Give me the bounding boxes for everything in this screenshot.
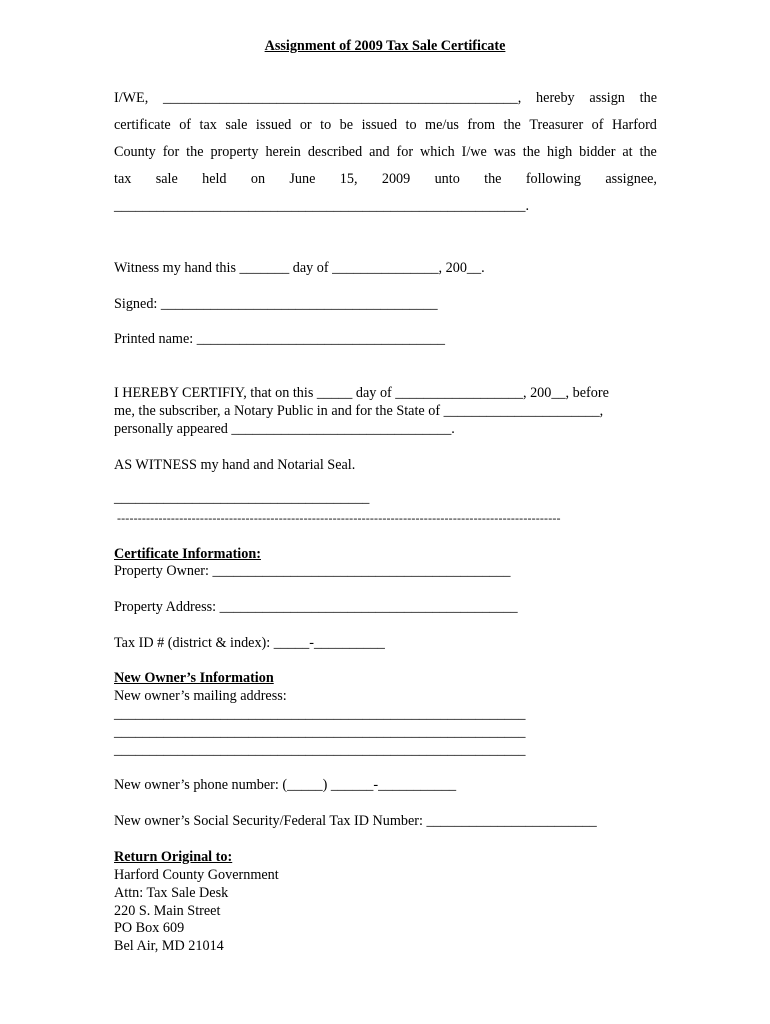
- witness-line[interactable]: Witness my hand this _______ day of _______________, 200__.: [114, 260, 485, 276]
- assignment-line-4: [114, 170, 657, 188]
- word: herein: [265, 144, 301, 160]
- notarial-seal-text: AS WITNESS my hand and Notarial Seal.: [114, 457, 356, 473]
- certificate-info-heading: Certificate Information:: [114, 546, 261, 562]
- notary-signature-line[interactable]: ____________________________________: [114, 490, 370, 506]
- word: the: [639, 90, 657, 106]
- phone-number-field[interactable]: New owner’s phone number: (_____) ______-___________: [114, 777, 457, 793]
- word: bidder: [579, 144, 616, 160]
- word: and: [369, 144, 390, 160]
- return-heading: Return Original to:: [114, 849, 233, 865]
- word: from: [467, 117, 496, 133]
- word: following: [525, 171, 581, 187]
- assignment-line-2: [114, 116, 657, 134]
- word: the: [639, 144, 657, 160]
- word: certificate: [114, 117, 171, 133]
- notary-line-2[interactable]: me, the subscriber, a Notary Public in and for the State of ______________________,: [114, 403, 604, 419]
- word: issued: [361, 117, 398, 133]
- assignee-line[interactable]: __________________________________________________________.: [114, 198, 529, 214]
- signed-line[interactable]: Signed: _______________________________________: [114, 296, 438, 312]
- word: assignee,: [605, 171, 657, 187]
- return-address-line-3: 220 S. Main Street: [114, 903, 221, 919]
- word[interactable]: __________________________________________________,: [163, 90, 522, 106]
- word: on: [250, 171, 266, 187]
- word: me/us: [425, 117, 459, 133]
- separator-line: -----------------------------------------------------------------------------------------------------------: [117, 511, 561, 525]
- mailing-address-line-2[interactable]: __________________________________________________________: [114, 724, 526, 740]
- word: sale: [155, 171, 178, 187]
- word: for: [162, 144, 180, 160]
- mailing-address-line-3[interactable]: __________________________________________________________: [114, 742, 526, 758]
- word: be: [339, 117, 354, 133]
- word: described: [307, 144, 363, 160]
- word: Harford: [611, 117, 657, 133]
- word: at: [622, 144, 633, 160]
- word: which: [420, 144, 455, 160]
- word: tax: [199, 117, 217, 133]
- assignment-line-3: [114, 143, 657, 161]
- word: the: [522, 144, 541, 160]
- word: was: [493, 144, 516, 160]
- word: sale: [225, 117, 248, 133]
- tax-id-field[interactable]: Tax ID # (district & index): _____-__________: [114, 635, 385, 651]
- new-owner-heading: New Owner’s Information: [114, 670, 274, 686]
- word: Treasurer: [529, 117, 584, 133]
- word: 15,: [339, 171, 358, 187]
- word: property: [210, 144, 259, 160]
- word: to: [405, 117, 417, 133]
- return-address-line-2: Attn: Tax Sale Desk: [114, 885, 229, 901]
- ssn-tax-id-field[interactable]: New owner’s Social Security/Federal Tax ID Number: ________________________: [114, 813, 597, 829]
- document-title: Assignment of 2009 Tax Sale Certificate: [264, 38, 506, 54]
- word: I/we: [461, 144, 487, 160]
- word: unto: [434, 171, 460, 187]
- assignment-line-1: [114, 89, 657, 107]
- word: to: [320, 117, 332, 133]
- word: of: [591, 117, 604, 133]
- word: held: [202, 171, 227, 187]
- printed-name-line[interactable]: Printed name: ___________________________________: [114, 331, 446, 347]
- word: tax: [114, 171, 132, 187]
- word: issued: [255, 117, 292, 133]
- word: 2009: [381, 171, 411, 187]
- notary-line-1[interactable]: I HEREBY CERTIFIY, that on this _____ day of __________________, 200__, before: [114, 385, 609, 401]
- mailing-address-label: New owner’s mailing address:: [114, 688, 287, 704]
- notary-line-3[interactable]: personally appeared _______________________________.: [114, 421, 455, 437]
- word: high: [547, 144, 573, 160]
- return-address-line-1: Harford County Government: [114, 867, 279, 883]
- word: assign: [589, 90, 625, 106]
- property-owner-field[interactable]: Property Owner: __________________________________________: [114, 563, 511, 579]
- word: I/WE,: [114, 90, 149, 106]
- word: the: [503, 117, 521, 133]
- return-address-line-5: Bel Air, MD 21014: [114, 938, 224, 954]
- word: hereby: [536, 90, 575, 106]
- word: for: [396, 144, 414, 160]
- word: or: [299, 117, 312, 133]
- word: County: [114, 144, 156, 160]
- word: of: [179, 117, 192, 133]
- word: the: [186, 144, 204, 160]
- return-address-line-4: PO Box 609: [114, 920, 185, 936]
- mailing-address-line-1[interactable]: __________________________________________________________: [114, 706, 526, 722]
- property-address-field[interactable]: Property Address: __________________________________________: [114, 599, 518, 615]
- word: June: [289, 171, 316, 187]
- word: the: [484, 171, 502, 187]
